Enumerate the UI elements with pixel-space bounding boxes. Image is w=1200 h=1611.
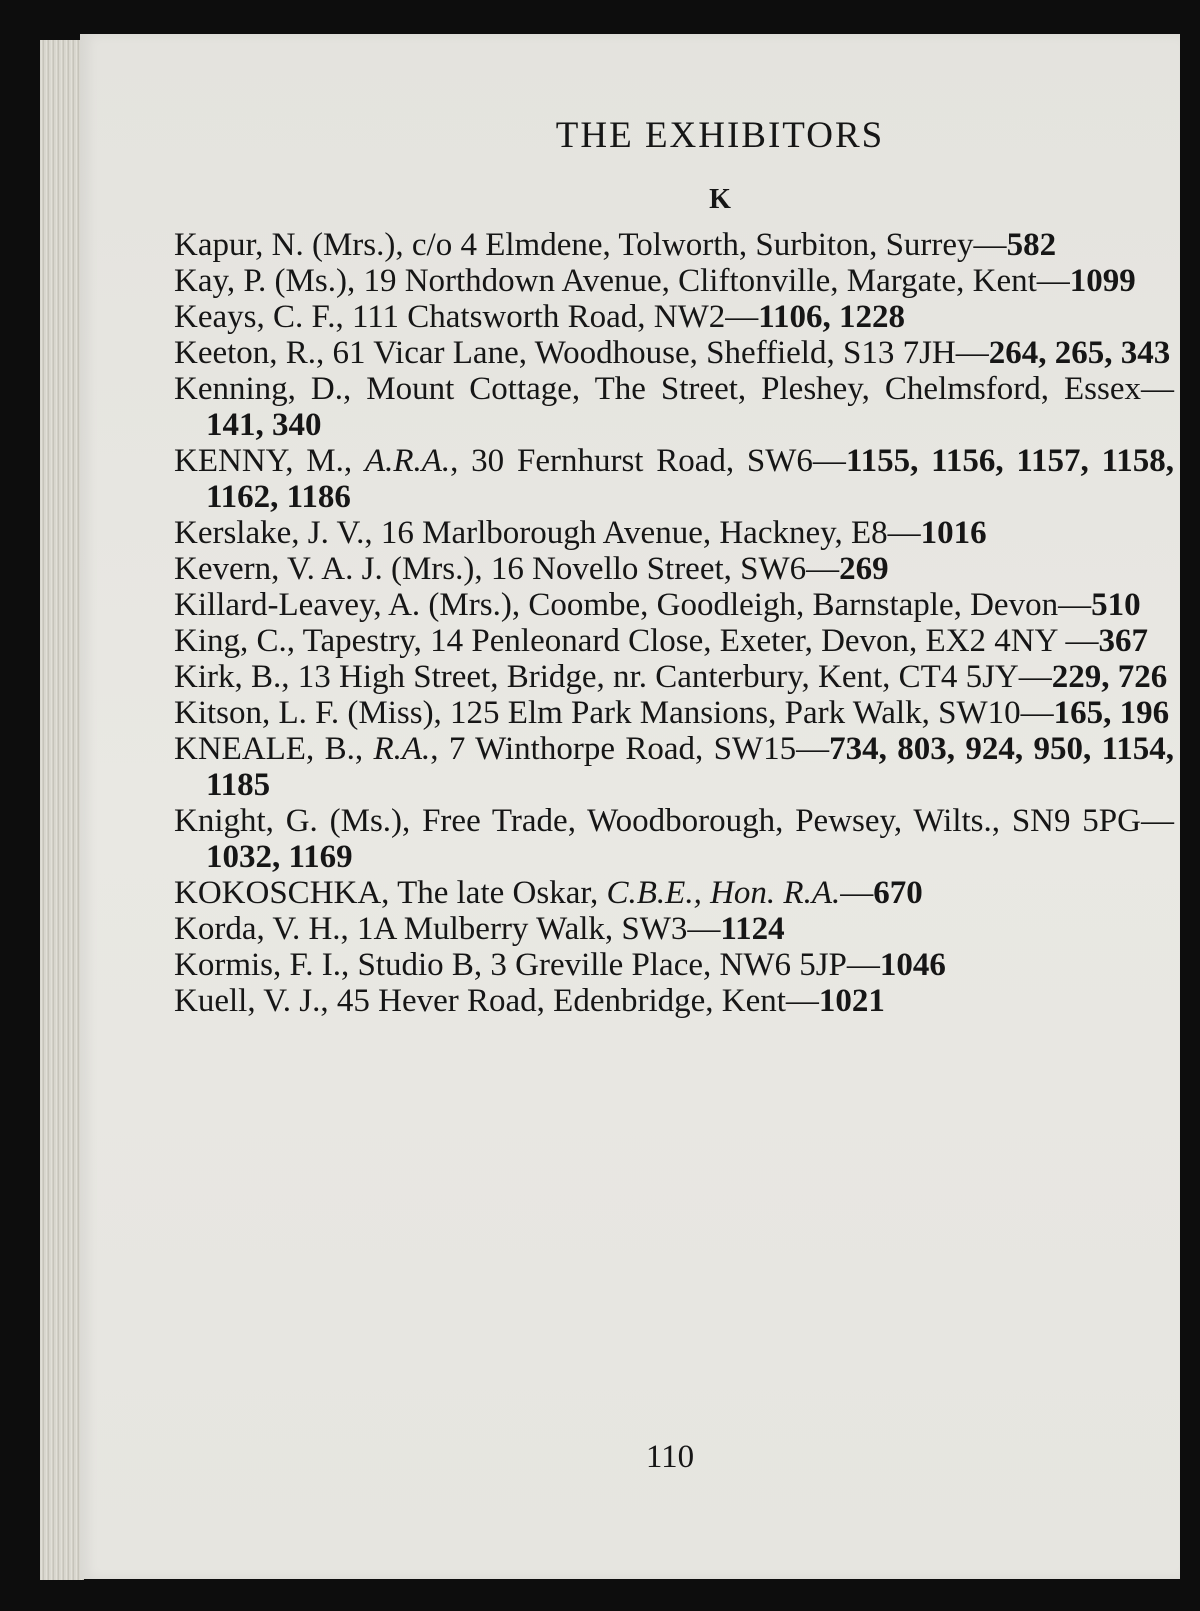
exhibit-numbers: 1032, 1169 — [206, 839, 353, 875]
exhibit-numbers: 1046 — [879, 947, 946, 983]
exhibitor-entry: Keays, C. F., 111 Chatsworth Road, NW2—1106, 1228 — [174, 299, 905, 335]
exhibitor-entry: Kitson, L. F. (Miss), 125 Elm Park Mansions, Park Walk, SW10—165, 196 — [174, 695, 1170, 731]
exhibit-numbers: 734, 803, 924, 950, 1154, 1185 — [206, 731, 1174, 803]
exhibit-numbers: 670 — [873, 875, 923, 911]
exhibitor-entry: Kuell, V. J., 45 Hever Road, Edenbridge, Kent—1021 — [174, 983, 885, 1019]
exhibit-numbers: 582 — [1006, 227, 1057, 263]
exhibitor-entry: Killard-Leavey, A. (Mrs.), Coombe, Goodleigh, Barnstaple, Devon—510 — [174, 587, 1141, 623]
page-title: THE EXHIBITORS — [555, 115, 885, 156]
exhibitor-list — [174, 227, 1174, 1019]
exhibitor-entry: Knight, G. (Ms.), Free Trade, Woodborough, Pewsey, Wilts., SN9 5PG—1032, 1169 — [174, 803, 1174, 875]
exhibitor-entry: Kapur, N. (Mrs.), c/o 4 Elmdene, Tolworth, Surbiton, Surrey—582 — [174, 227, 1057, 263]
exhibit-numbers: 141, 340 — [206, 407, 322, 443]
exhibit-numbers: 264, 265, 343 — [988, 335, 1171, 371]
exhibitor-entry: KENNY, M., A.R.A., 30 Fernhurst Road, SW6—1155, 1156, 1157, 1158, 1162, 1186 — [174, 443, 1175, 515]
exhibit-numbers: 269 — [839, 551, 889, 587]
exhibit-numbers: 1021 — [818, 983, 885, 1019]
exhibit-numbers: 1155, 1156, 1157, 1158, 1162, 1186 — [206, 443, 1175, 515]
page-edge — [40, 40, 84, 1580]
exhibit-numbers: 367 — [1098, 623, 1148, 659]
exhibitor-entry: Korda, V. H., 1A Mulberry Walk, SW3—1124 — [174, 911, 785, 947]
exhibitor-entry: Keeton, R., 61 Vicar Lane, Woodhouse, Sheffield, S13 7JH—264, 265, 343 — [174, 335, 1171, 371]
exhibitor-entry: Kormis, F. I., Studio B, 3 Greville Place, NW6 5JP—1046 — [174, 947, 946, 983]
exhibitor-entry: King, C., Tapestry, 14 Penleonard Close, Exeter, Devon, EX2 4NY —367 — [174, 623, 1148, 659]
exhibit-numbers: 1106, 1228 — [758, 299, 905, 335]
exhibitor-entry: Kerslake, J. V., 16 Marlborough Avenue, Hackney, E8—1016 — [174, 515, 987, 551]
exhibitor-entry: Kenning, D., Mount Cottage, The Street, Pleshey, Chelmsford, Essex—141, 340 — [174, 371, 1174, 443]
book-page — [80, 34, 1180, 1579]
exhibit-numbers: 1016 — [920, 515, 987, 551]
page-number: 110 — [645, 1439, 695, 1475]
exhibitor-entry: Kirk, B., 13 High Street, Bridge, nr. Canterbury, Kent, CT4 5JY—229, 726 — [174, 659, 1168, 695]
section-letter: K — [709, 184, 731, 215]
exhibit-numbers: 1124 — [720, 911, 785, 947]
exhibit-numbers: 165, 196 — [1053, 695, 1170, 731]
exhibitor-entry: Kay, P. (Ms.), 19 Northdown Avenue, Cliftonville, Margate, Kent—1099 — [174, 263, 1136, 299]
exhibitor-entry: KOKOSCHKA, The late Oskar, C.B.E., Hon. R.A.—670 — [174, 875, 923, 911]
exhibit-numbers: 1099 — [1069, 263, 1136, 299]
exhibitor-entry: Kevern, V. A. J. (Mrs.), 16 Novello Street, SW6—269 — [174, 551, 889, 587]
exhibitor-entry: KNEALE, B., R.A., 7 Winthorpe Road, SW15—734, 803, 924, 950, 1154, 1185 — [174, 731, 1174, 803]
exhibit-numbers: 229, 726 — [1051, 659, 1168, 695]
exhibit-numbers: 510 — [1091, 587, 1141, 623]
